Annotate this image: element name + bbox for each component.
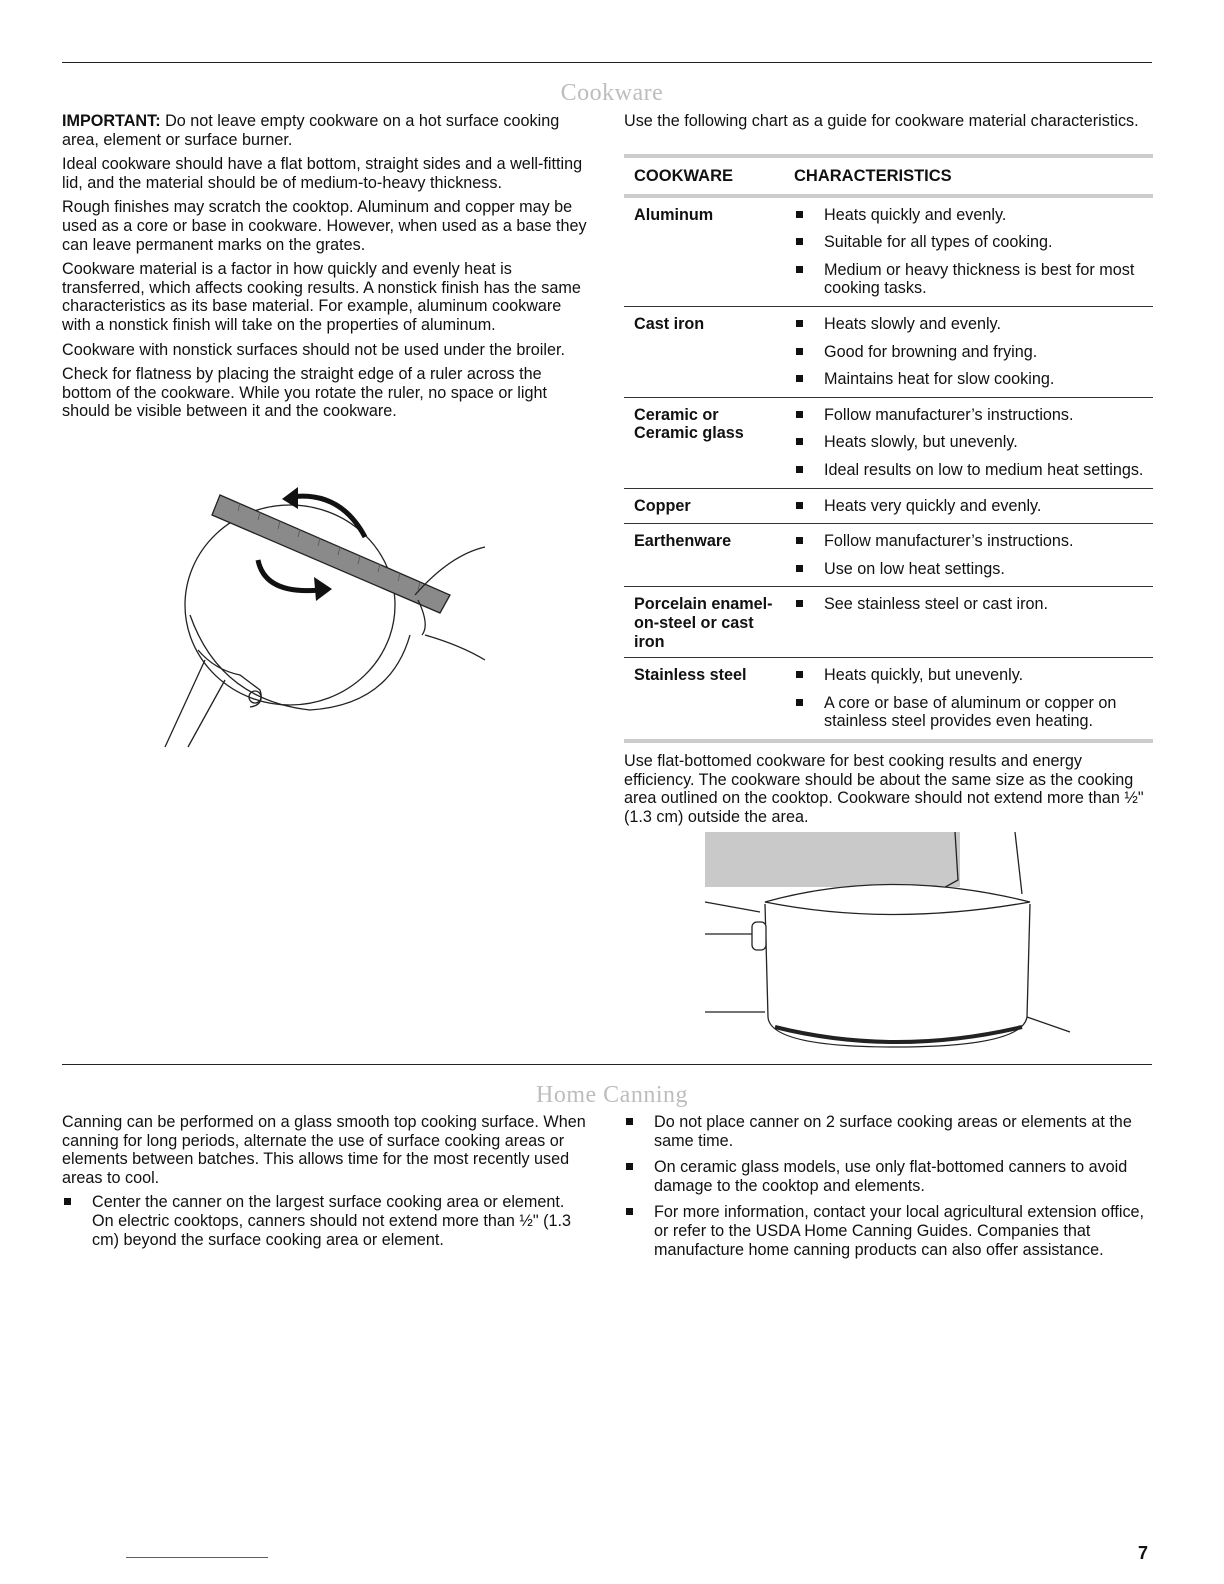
- canning-intro: Canning can be performed on a glass smooth top cooking surface. When canning for long periods, alternate the use of surface cooking areas or elements between batches. This allows time for the most recently used areas to cool.: [62, 1113, 586, 1187]
- home-canning-section-title: Home Canning: [536, 1082, 688, 1108]
- canning-left-column: [62, 1113, 590, 1257]
- material-cell: Porcelain enamel-on-steel or cast iron: [624, 587, 784, 658]
- pan-handle-outline: [165, 660, 225, 747]
- characteristic-item: Heats quickly and evenly.: [794, 206, 1153, 225]
- pot-on-cooktop-illustration: [700, 832, 1080, 1060]
- pan-handle-hole: [249, 691, 261, 703]
- characteristics-cell: [784, 587, 1153, 658]
- top-divider: [62, 62, 1152, 63]
- material-cell: Stainless steel: [624, 658, 784, 741]
- cookware-paragraph: Cookware with nonstick surfaces should not be used under the broiler.: [62, 340, 565, 359]
- rotate-arrow-bottom: [258, 560, 320, 591]
- characteristics-cell: [784, 397, 1153, 488]
- canning-bullet: Do not place canner on 2 surface cooking areas or elements at the same time.: [624, 1113, 1153, 1150]
- table-header-row: [624, 156, 1153, 196]
- material-cell: Cast iron: [624, 306, 784, 397]
- characteristic-item: See stainless steel or cast iron.: [794, 595, 1153, 614]
- cookware-section-title: Cookware: [560, 80, 664, 106]
- chart-intro: Use the following chart as a guide for cookware material characteristics.: [624, 112, 1139, 130]
- characteristics-cell: [784, 658, 1153, 741]
- characteristic-item: Medium or heavy thickness is best for most cooking tasks.: [794, 261, 1153, 298]
- cookware-paragraph: Cookware material is a factor in how quickly and evenly heat is transferred, which affects cooking results. A nonstick finish has the same characteristics as its base material. For example, aluminum cookware with a nonstick finish will take on the properties of aluminum.: [62, 260, 581, 334]
- cookware-paragraph: Ideal cookware should have a flat bottom, straight sides and a well-fitting lid, and the material should be of medium-to-heavy thickness.: [62, 155, 583, 192]
- cookware-left-column: [62, 112, 590, 427]
- characteristic-item: Follow manufacturer’s instructions.: [794, 406, 1153, 425]
- characteristic-item: Maintains heat for slow cooking.: [794, 370, 1153, 389]
- characteristic-item: Good for browning and frying.: [794, 343, 1153, 362]
- material-cell: Earthenware: [624, 524, 784, 587]
- table-row: [624, 658, 1153, 741]
- important-label: IMPORTANT:: [62, 112, 161, 130]
- pan-bottom-outline: [190, 615, 410, 710]
- rotate-arrow-bottom-head: [314, 577, 332, 601]
- characteristic-item: Use on low heat settings.: [794, 560, 1153, 579]
- page-number: 7: [1138, 1543, 1149, 1563]
- section-divider: [62, 1064, 1152, 1065]
- table-row: [624, 397, 1153, 488]
- handle-bracket: [752, 922, 766, 950]
- characteristics-cell: [784, 196, 1153, 307]
- characteristics-cell: [784, 524, 1153, 587]
- material-cell: Ceramic or Ceramic glass: [624, 397, 784, 488]
- material-cell: Copper: [624, 488, 784, 524]
- canning-bullet: For more information, contact your local agricultural extension office, or refer to the USDA Home Canning Guides. Companies that manufacture home canning products can also offer assistance.: [624, 1203, 1153, 1259]
- table-row: [624, 587, 1153, 658]
- cookware-characteristics-table: [624, 154, 1153, 743]
- canning-bullet: On ceramic glass models, use only flat-bottomed canners to avoid damage to the cooktop and elements.: [624, 1158, 1153, 1195]
- characteristics-cell: [784, 488, 1153, 524]
- characteristic-item: Heats slowly, but unevenly.: [794, 433, 1153, 452]
- material-cell: Aluminum: [624, 196, 784, 307]
- characteristic-item: Heats slowly and evenly.: [794, 315, 1153, 334]
- header-characteristics: CHARACTERISTICS: [784, 156, 1153, 196]
- cooktop-side-line: [1015, 832, 1022, 894]
- pot-right-side: [1027, 904, 1030, 1017]
- table-row: [624, 306, 1153, 397]
- cookware-paragraph: Check for flatness by placing the straight edge of a ruler across the bottom of the cookware. While you rotate the ruler, no space or light should be visible between it and the cookware.: [62, 365, 547, 421]
- header-cookware: COOKWARE: [624, 156, 784, 196]
- table-row: [624, 196, 1153, 307]
- cooktop-edge-line: [1027, 1017, 1070, 1032]
- characteristic-item: Suitable for all types of cooking.: [794, 233, 1153, 252]
- table-row: [624, 488, 1153, 524]
- characteristic-item: Heats very quickly and evenly.: [794, 497, 1153, 516]
- characteristic-item: A core or base of aluminum or copper on stainless steel provides even heating.: [794, 694, 1153, 731]
- cooktop-backsplash: [705, 832, 960, 887]
- characteristic-item: Follow manufacturer’s instructions.: [794, 532, 1153, 551]
- canning-right-column: [624, 1113, 1153, 1267]
- important-text: Do not leave empty cookware on a hot surface cooking area, element or surface burner.: [62, 112, 560, 149]
- important-note: [62, 112, 590, 149]
- flat-bottom-paragraph: Use flat-bottomed cookware for best cooking results and energy efficiency. The cookware should be about the same size as the cooking area outlined on the cooktop. Cookware should not extend more than ½" (1.3 cm) outside the area.: [624, 752, 1144, 826]
- canning-bullet: Center the canner on the largest surface cooking area or element. On electric cooktops, canners should not extend more than ½" (1.3 cm) beyond the surface cooking area or element.: [62, 1193, 590, 1249]
- ruler-flatness-illustration: [160, 485, 500, 755]
- characteristic-item: Ideal results on low to medium heat settings.: [794, 461, 1153, 480]
- characteristic-item: Heats quickly, but unevenly.: [794, 666, 1153, 685]
- footer-underline: [126, 1557, 268, 1558]
- characteristics-cell: [784, 306, 1153, 397]
- cookware-paragraph: Rough finishes may scratch the cooktop. Aluminum and copper may be used as a core or base in cookware. However, when used as a base they can leave permanent marks on the grates.: [62, 198, 587, 254]
- table-row: [624, 524, 1153, 587]
- burner-ring: [775, 1027, 1022, 1042]
- pot-rim: [765, 885, 1030, 915]
- pot-left-side: [765, 904, 768, 1017]
